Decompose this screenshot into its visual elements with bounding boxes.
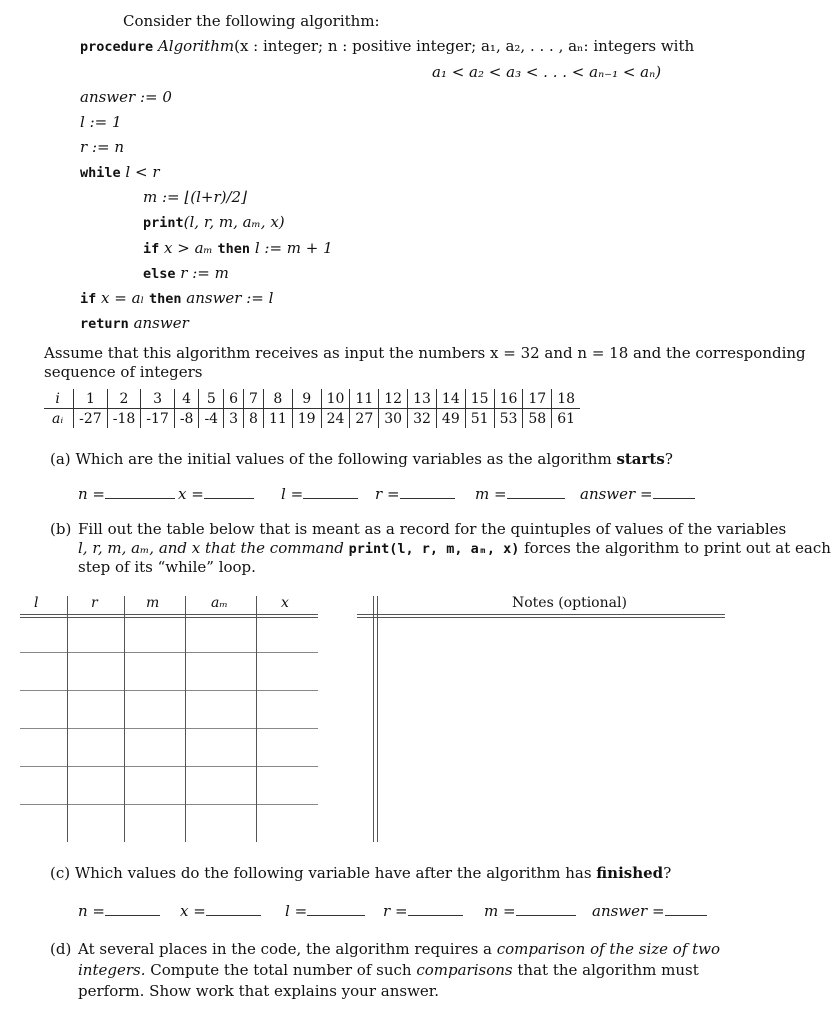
if2-condition: x = aₗ: [101, 289, 145, 307]
var-label: x =: [178, 485, 204, 503]
sequence-value-row: [44, 409, 580, 429]
answer-blank[interactable]: [105, 902, 160, 916]
index-cell: 9: [292, 389, 321, 409]
var-label: l =: [285, 902, 308, 920]
value-cell: -18: [107, 409, 141, 429]
part-b-line2a: l, r, m, aₘ, and x that the command: [78, 539, 349, 557]
index-cell: 5: [199, 389, 224, 409]
if2-keyword: if: [80, 291, 97, 307]
answer-blank[interactable]: [665, 902, 707, 916]
col-rule: [67, 596, 68, 842]
sequence-table: [44, 389, 580, 428]
notes-rule-bottom: [357, 617, 725, 618]
code-r-init: r := n: [80, 138, 124, 156]
row-rule: [20, 804, 318, 805]
part-d-line3: perform. Show work that explains your answer.: [78, 982, 440, 1000]
answer-blank[interactable]: [204, 485, 254, 499]
var-label: m =: [475, 485, 507, 503]
part-a-m-field[interactable]: [475, 485, 565, 503]
row-rule: [20, 690, 318, 691]
code-print: [143, 213, 285, 231]
code-m-assign: m := ⌊(l+r)/2⌋: [143, 188, 247, 206]
procedure-signature: (x : integer; n : positive integer; a₁, a₂, . . . , aₙ: integers with: [234, 37, 695, 55]
part-d-label: (d): [50, 940, 72, 958]
index-cell: 14: [436, 389, 465, 409]
value-cell: -4: [199, 409, 224, 429]
part-a-label: (a): [50, 450, 71, 468]
value-cell: 32: [408, 409, 437, 429]
index-cell: 16: [494, 389, 523, 409]
index-cell: 10: [321, 389, 350, 409]
part-b-label: (b): [50, 520, 72, 538]
part-a-answer-field[interactable]: [580, 485, 695, 503]
intro-text: Consider the following algorithm:: [123, 12, 380, 30]
part-c-label: (c): [50, 864, 71, 882]
value-cell: 11: [263, 409, 292, 429]
code-if2: [80, 289, 273, 307]
answer-blank[interactable]: [653, 485, 695, 499]
then-statement: l := m + 1: [254, 239, 333, 257]
value-cell: 19: [292, 409, 321, 429]
answer-blank[interactable]: [206, 902, 261, 916]
row-rule: [20, 652, 318, 653]
part-a-n-field[interactable]: [78, 485, 175, 503]
code-return: [80, 314, 189, 332]
procedure-condition: a₁ < a₂ < a₃ < . . . < aₙ₋₁ < aₙ): [432, 63, 662, 81]
assumption-line1: Assume that this algorithm receives as input the numbers x = 32 and n = 18 and the corresponding: [44, 344, 806, 362]
part-a-text: Which are the initial values of the following variables as the algorithm: [75, 450, 617, 468]
index-cell: 17: [523, 389, 552, 409]
col-rule: [185, 596, 186, 842]
part-c-bold: finished: [596, 864, 664, 882]
then-keyword: then: [217, 241, 251, 257]
var-label: l =: [281, 485, 304, 503]
part-c-question: [50, 864, 671, 882]
var-label: n =: [78, 902, 105, 920]
index-cell: 4: [174, 389, 199, 409]
part-b-line2c: forces the algorithm to print out at each: [519, 539, 831, 557]
answer-blank[interactable]: [307, 902, 365, 916]
index-cell: 13: [408, 389, 437, 409]
var-label: answer =: [592, 902, 665, 920]
then2-keyword: then: [148, 291, 182, 307]
part-b-line2b: print(l, r, m, aₘ, x): [348, 541, 520, 557]
part-d-line2a: integers.: [78, 961, 146, 979]
index-cell: 11: [350, 389, 379, 409]
part-a-bold: starts: [616, 450, 665, 468]
answer-blank[interactable]: [303, 485, 358, 499]
part-c-r-field[interactable]: [383, 902, 463, 920]
part-a-end: ?: [664, 450, 673, 468]
var-label: r =: [383, 902, 408, 920]
part-b-line2: [78, 539, 831, 557]
part-b-line1: Fill out the table below that is meant as a record for the quintuples of values of the variables: [78, 520, 787, 538]
answer-blank[interactable]: [400, 485, 455, 499]
part-c-x-field[interactable]: [180, 902, 261, 920]
value-cell: 24: [321, 409, 350, 429]
row-rule: [20, 728, 318, 729]
sequence-table-wrap: [44, 389, 580, 428]
part-c-answer-field[interactable]: [592, 902, 707, 920]
part-d-line2b: Compute the total number of such: [145, 961, 417, 979]
index-cell: 1: [74, 389, 108, 409]
value-cell: 51: [465, 409, 494, 429]
part-a-question: [50, 450, 673, 468]
header-r: r: [91, 595, 98, 611]
value-cell: 3: [224, 409, 244, 429]
if-condition: x > aₘ: [164, 239, 213, 257]
row-rule: [20, 766, 318, 767]
var-label: n =: [78, 485, 105, 503]
code-answer-init: answer := 0: [80, 88, 172, 106]
procedure-keyword: procedure: [80, 39, 154, 55]
print-args: (l, r, m, aₘ, x): [183, 213, 285, 231]
procedure-name: Algorithm: [157, 37, 235, 55]
code-l-init: l := 1: [80, 113, 122, 131]
part-c-text: Which values do the following variable have after the algorithm has: [74, 864, 597, 882]
value-cell: 61: [552, 409, 580, 429]
col-rule: [256, 596, 257, 842]
index-cell: 15: [465, 389, 494, 409]
index-cell: 12: [379, 389, 408, 409]
notes-divider: [373, 596, 374, 842]
notes-rule-top: [357, 614, 725, 615]
value-cell: -27: [74, 409, 108, 429]
if-keyword: if: [143, 241, 160, 257]
assumption-line2: sequence of integers: [44, 363, 203, 381]
answer-blank[interactable]: [408, 902, 463, 916]
index-cell: 18: [552, 389, 580, 409]
part-d-line1b: comparison of the size of two: [496, 940, 721, 958]
part-d-line2c: comparisons: [416, 961, 513, 979]
return-keyword: return: [80, 316, 129, 332]
part-d-line1a: At several places in the code, the algorithm requires a: [78, 940, 497, 958]
while-keyword: while: [80, 165, 121, 181]
code-else: [143, 264, 229, 282]
index-cell: 7: [244, 389, 264, 409]
part-a-r-field[interactable]: [375, 485, 455, 503]
col-rule: [124, 596, 125, 842]
else-statement: r := m: [180, 264, 229, 282]
part-d-line2: [78, 961, 699, 979]
value-cell: -8: [174, 409, 199, 429]
var-label: answer =: [580, 485, 653, 503]
var-label: m =: [484, 902, 516, 920]
part-b-line3: step of its “while” loop.: [78, 558, 256, 576]
header-rule-top: [20, 614, 318, 615]
part-a-x-field[interactable]: [178, 485, 254, 503]
header-l: l: [34, 595, 39, 611]
index-cell: 3: [141, 389, 175, 409]
value-cell: 49: [436, 409, 465, 429]
part-c-l-field[interactable]: [285, 902, 365, 920]
notes-divider: [377, 596, 378, 842]
part-a-l-field[interactable]: [281, 485, 358, 503]
part-d-line2d: that the algorithm must: [512, 961, 699, 979]
value-cell: 8: [244, 409, 264, 429]
part-c-n-field[interactable]: [78, 902, 160, 920]
procedure-header: [80, 37, 694, 55]
index-cell: 8: [263, 389, 292, 409]
sequence-index-row: [44, 389, 580, 409]
else-keyword: else: [143, 266, 176, 282]
header-am: aₘ: [211, 595, 228, 611]
index-cell: 6: [224, 389, 244, 409]
code-while: [80, 163, 160, 181]
code-if: [143, 239, 333, 257]
value-cell: -17: [141, 409, 175, 429]
value-cell: 30: [379, 409, 408, 429]
return-value: answer: [133, 314, 189, 332]
value-cell: 53: [494, 409, 523, 429]
print-keyword: print: [143, 215, 184, 231]
part-c-end: ?: [663, 864, 672, 882]
header-rule-bottom: [20, 617, 318, 618]
part-d-line1: [78, 940, 720, 958]
header-m: m: [146, 595, 160, 611]
header-x: x: [281, 595, 289, 611]
var-label: x =: [180, 902, 206, 920]
notes-header: Notes (optional): [512, 595, 627, 611]
while-condition: l < r: [125, 163, 160, 181]
index-row-label: i: [44, 389, 74, 409]
then2-statement: answer := l: [186, 289, 274, 307]
answer-blank[interactable]: [105, 485, 175, 499]
var-label: r =: [375, 485, 400, 503]
value-cell: 58: [523, 409, 552, 429]
value-row-label: aᵢ: [52, 410, 64, 427]
value-cell: 27: [350, 409, 379, 429]
index-cell: 2: [107, 389, 141, 409]
answer-blank[interactable]: [516, 902, 576, 916]
answer-blank[interactable]: [507, 485, 565, 499]
part-c-m-field[interactable]: [484, 902, 576, 920]
